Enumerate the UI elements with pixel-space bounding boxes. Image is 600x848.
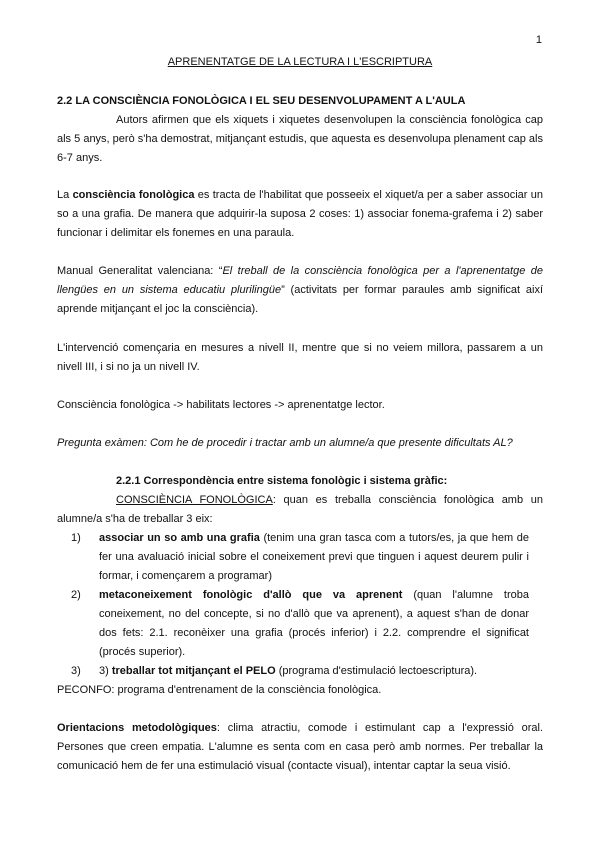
list-item [71,586,529,662]
bold-term: Orientacions metodològiques [57,722,217,734]
text: ” (activitats per formar paraules amb significat així aprende mitjançant el joc la consciència). [57,284,544,315]
text: (tenim una gran tasca com a tutors/es, ja que hem de fer una avaluació inicial sobre el coneixement previ que tinguen i aquest deurem pulir i formar, i començarem a programar) [99,532,529,582]
list-number: 2) [71,589,81,601]
paragraph-definition [57,186,543,243]
paragraph-manual [57,262,543,319]
list-item [71,662,529,681]
paragraph-intervention: L'intervenció començaria en mesures a nivell II, mentre que si no veiem millora, passarem a un nivell III, i si no ja un nivell IV. [57,342,543,373]
text: : quan es treballa consciència fonològica amb un alumne/a s'ha de treballar 3 eix: [57,494,543,525]
paragraph-chain: Consciència fonològica -> habilitats lectores -> aprenentatge lector. [57,399,385,411]
text: La [57,189,73,201]
paragraph-peconfo: PECONFO: programa d'entrenament de la consciència fonològica. [57,684,382,696]
section-heading: 2.2 LA CONSCIÈNCIA FONOLÒGICA I EL SEU DESENVOLUPAMENT A L'AULA [57,95,466,107]
subsection-heading: 2.2.1 Correspondència entre sistema fonològic i sistema gràfic: [116,475,448,487]
axes-list [57,529,529,681]
exam-question: Pregunta exàmen: Com he de procedir i tractar amb un alumne/a que presente dificultats AL? [57,437,513,449]
text: 3) [99,665,112,677]
document-title: APRENENTATGE DE LA LECTURA I L'ESCRIPTURA [167,56,433,68]
text: (programa d'estimulació lectoescriptura). [275,665,478,677]
bold-term: treballar tot mitjançant el PELO [111,665,276,677]
text: (quan l'alumne troba coneixement, no del concepte, si no d'allò que va aprenent), a aquest s'han de donar dos fets: 2.1. reconèixer una grafia (procés inferior) i 2.2. comprendre el significat (procés superior). [99,589,530,658]
paragraph-intro: Autors afirmen que els xiquets i xiquetes desenvolupen la consciència fonològica cap als 5 anys, però s'ha demostrat, mitjançant estudis, que aquesta es desenvolupa plenament cap als 6-7 anys. [57,114,543,164]
italic-title: El treball de la consciència fonològica per a l'aprenentatge de llengües en un sistema educatiu plurilingüe [57,265,543,296]
paragraph-orientations [57,719,543,776]
paragraph-axes [57,491,543,529]
list-item [71,529,529,586]
list-number: 3) [71,665,81,677]
bold-term: associar un so amb una grafia [99,532,260,544]
bold-term: metaconeixement fonològic d'allò que va aprenent [99,589,403,601]
text: es tracta de l'habilitat que posseeix el xiquet/a per a saber associar un so a una grafia. De manera que adquirir-la suposa 2 coses: 1) associar fonema-grafema i 2) saber funcionar i delimitar els fonemes en una paraula. [57,189,544,239]
bold-term: consciència fonològica [72,189,195,201]
list-number: 1) [71,532,81,544]
text: : clima atractiu, comode i estimulant cap a l'expressió oral. Persones que creen empatia. L'alumne es senta com en casa però amb normes. Per treballar la comunicació hem de fer una estimulació visual (contacte visual), intentar captar la seua visió. [57,722,543,772]
underlined-term: CONSCIÈNCIA FONOLÒGICA [116,494,273,506]
text: Manual Generalitat valenciana: “ [57,265,223,277]
page-number: 1 [535,34,542,46]
